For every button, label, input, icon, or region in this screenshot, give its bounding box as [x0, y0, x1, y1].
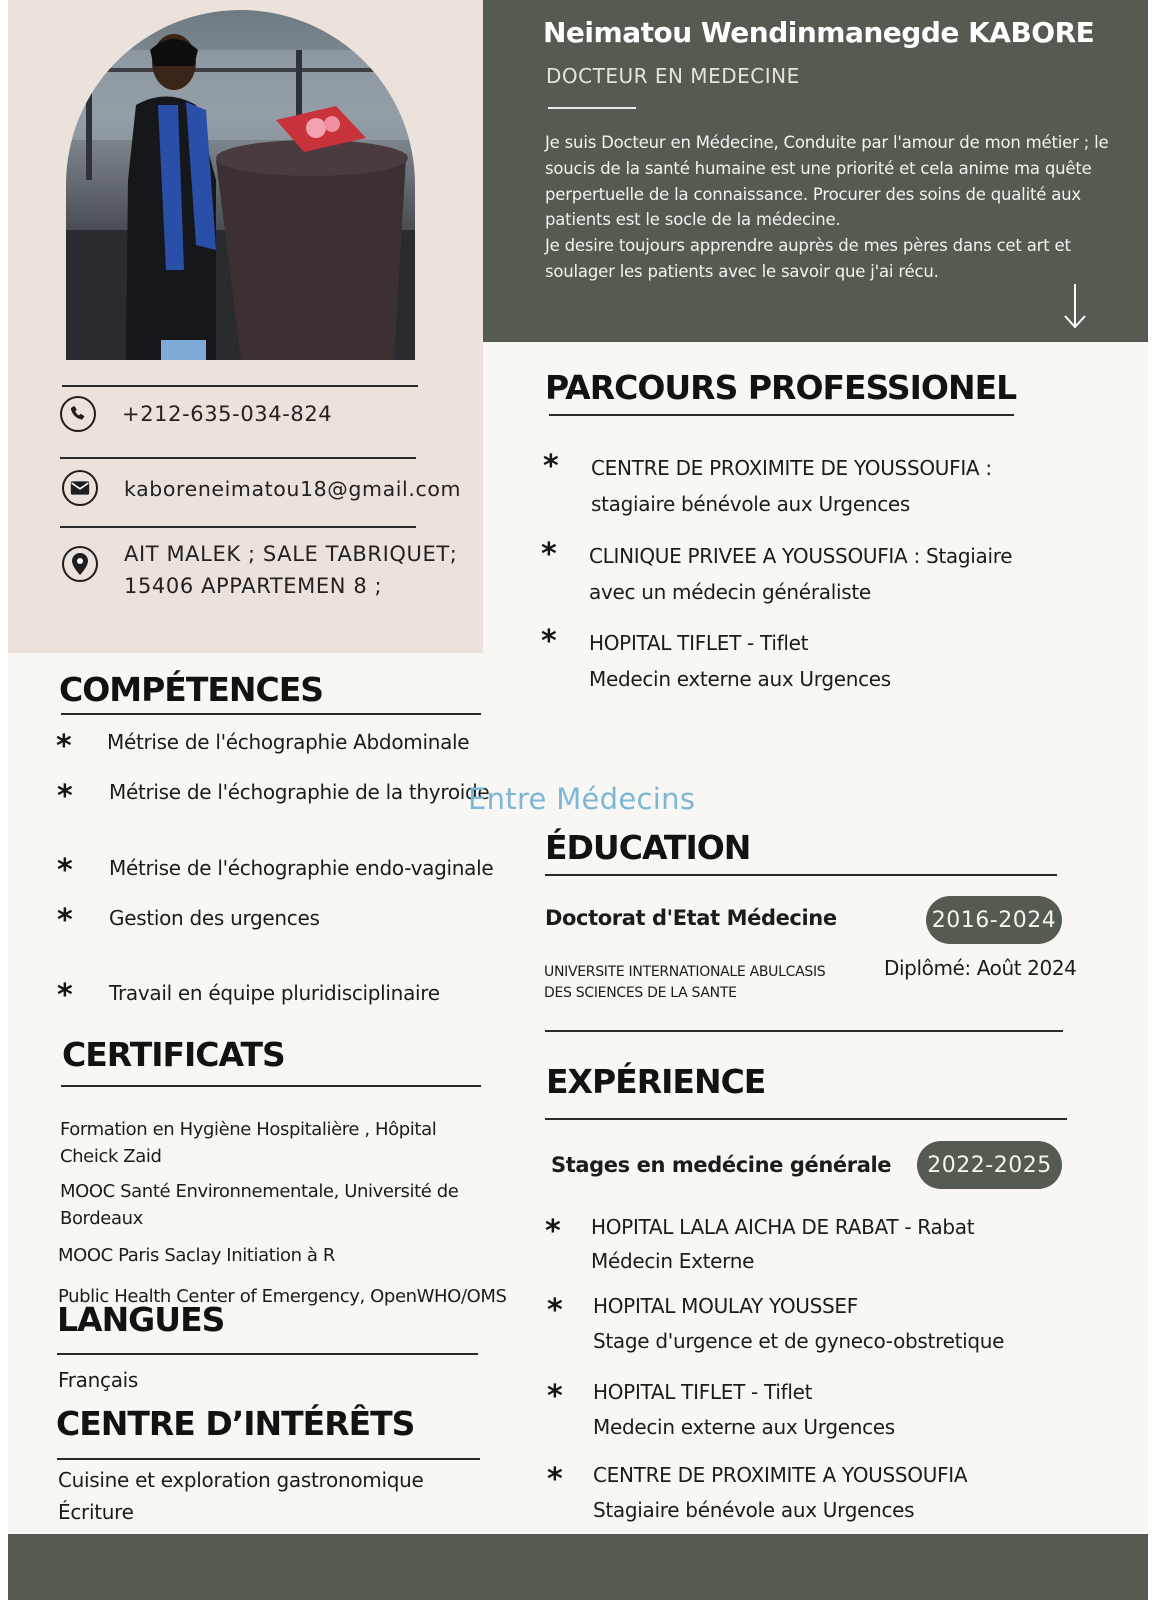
parcours-item-2-line-2: avec un médecin généraliste [589, 580, 871, 604]
experience-item-3-line-2: Medecin externe aux Urgences [593, 1415, 895, 1439]
parcours-item-3-line-1: HOPITAL TIFLET - Tiflet [589, 631, 809, 655]
interet-item: Écriture [58, 1500, 134, 1524]
certificat-item: MOOC Santé Environnementale, Université de Bordeaux [60, 1181, 459, 1229]
bullet-icon: * [57, 853, 73, 888]
certificat-item: Formation en Hygiène Hospitalière , Hôpital Cheick Zaid [60, 1119, 437, 1167]
interets-heading: CENTRE D’INTÉRÊTS [56, 1404, 415, 1443]
education-heading: ÉDUCATION [545, 828, 751, 867]
bullet-icon: * [56, 729, 72, 764]
bullet-icon: * [547, 1293, 563, 1328]
section-underline [57, 1353, 478, 1355]
competence-item: Métrise de l'échographie endo-vaginale [109, 856, 494, 880]
bullet-icon: * [57, 903, 73, 938]
section-underline [61, 1085, 481, 1087]
parcours-item-1-line-1: CENTRE DE PROXIMITE DE YOUSSOUFIA : [591, 456, 992, 480]
photo-illustration [66, 10, 415, 360]
experience-item-2-line-2: Stage d'urgence et de gyneco-obstretique [593, 1329, 1005, 1353]
divider [60, 457, 416, 459]
divider [62, 385, 418, 387]
competence-item: Métrise de l'échographie de la thyroide [109, 780, 490, 804]
parcours-item-1-line-2: stagiaire bénévole aux Urgences [591, 492, 911, 516]
profile-photo [66, 10, 415, 360]
section-underline [545, 874, 1057, 876]
school-line-2: DES SCIENCES DE LA SANTE [544, 985, 737, 1001]
address-line-1: AIT MALEK ; SALE TABRIQUET; [124, 542, 458, 566]
bullet-icon: * [547, 1462, 563, 1497]
bullet-icon: * [547, 1379, 563, 1414]
education-years-badge: 2016-2024 [926, 896, 1062, 944]
footer-band [8, 1534, 1148, 1600]
mail-icon [62, 470, 98, 506]
section-underline [61, 713, 481, 715]
parcours-heading: PARCOURS PROFESSIONEL [545, 368, 1017, 407]
section-underline [549, 414, 1014, 416]
full-name: Neimatou Wendinmanegde KABORE [543, 16, 1095, 49]
school-line-1: UNIVERSITE INTERNATIONALE ABULCASIS [544, 964, 826, 980]
experience-role: Stages en medécine générale [551, 1153, 892, 1177]
competence-item: Travail en équipe pluridisciplinaire [109, 981, 440, 1005]
parcours-item-3-line-2: Medecin externe aux Urgences [589, 667, 891, 691]
experience-item-4-line-1: CENTRE DE PROXIMITE A YOUSSOUFIA [593, 1463, 968, 1487]
experience-item-3-line-1: HOPITAL TIFLET - Tiflet [593, 1380, 813, 1404]
experience-item-4-line-2: Stagiaire bénévole aux Urgences [593, 1498, 915, 1522]
competence-item: Métrise de l'échographie Abdominale [107, 730, 470, 754]
phone-icon [60, 396, 96, 432]
arrow-down-icon [1062, 282, 1088, 334]
section-underline [57, 1458, 480, 1460]
competence-item: Gestion des urgences [109, 906, 320, 930]
email-address: kaboreneimatou18@gmail.com [124, 477, 462, 501]
profile-summary: Je suis Docteur en Médecine, Conduite par l'amour de mon métier ; le soucis de la santé humaine est une priorité et cela anime ma quête perpertuelle de la connaissance. Procurer des soins de qualité aux patients est le socle de la médecine. Je desire toujours apprendre auprès de mes pères dans cet art et soulager les patients avec le savoir que j'ai récu. [545, 133, 1109, 281]
competences-heading: COMPÉTENCES [59, 670, 324, 709]
certificats-heading: CERTIFICATS [62, 1035, 285, 1074]
experience-item-1-line-2: Médecin Externe [591, 1249, 755, 1273]
bullet-icon: * [541, 624, 557, 659]
divider [545, 1030, 1063, 1032]
bullet-icon: * [545, 1214, 561, 1249]
degree-title: Doctorat d'Etat Médecine [545, 906, 837, 930]
certificat-item: Public Health Center of Emergency, OpenWHO/OMS [58, 1286, 507, 1307]
experience-item-2-line-1: HOPITAL MOULAY YOUSSEF [593, 1294, 858, 1318]
bullet-icon: * [57, 779, 73, 814]
interet-item: Cuisine et exploration gastronomique [58, 1468, 424, 1492]
address-line-2: 15406 APPARTEMEN 8 ; [124, 574, 383, 598]
bullet-icon: * [541, 537, 557, 572]
diploma-date: Diplômé: Août 2024 [884, 956, 1077, 980]
bullet-icon: * [543, 449, 559, 484]
experience-years-badge: 2022-2025 [917, 1141, 1062, 1189]
title-underline [548, 107, 636, 109]
job-title: DOCTEUR EN MEDECINE [546, 64, 800, 88]
phone-number: +212-635-034-824 [122, 402, 333, 426]
experience-item-1-line-1: HOPITAL LALA AICHA DE RABAT - Rabat [591, 1215, 975, 1239]
watermark-text: Entre Médecins [468, 782, 696, 816]
bullet-icon: * [57, 978, 73, 1013]
langues-heading: LANGUES [57, 1300, 225, 1339]
divider [60, 526, 416, 528]
location-pin-icon [62, 546, 98, 582]
certificat-item: MOOC Paris Saclay Initiation à R [58, 1245, 335, 1266]
section-underline [545, 1118, 1067, 1120]
langue-item: Français [58, 1368, 139, 1392]
experience-heading: EXPÉRIENCE [546, 1062, 766, 1101]
parcours-item-2-line-1: CLINIQUE PRIVEE A YOUSSOUFIA : Stagiaire [589, 544, 1013, 568]
